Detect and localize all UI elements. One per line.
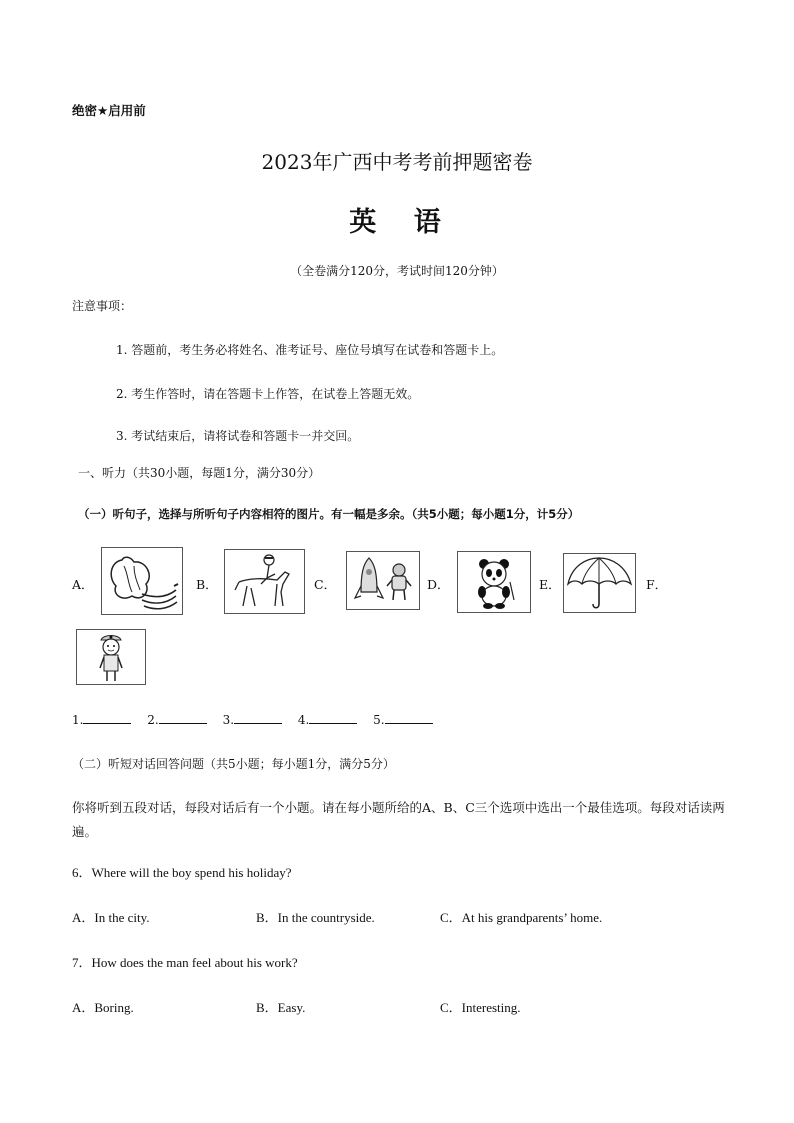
part1-heading: 一、听力（共30小题，每题1分，满分30分）: [78, 466, 321, 480]
notice-heading: 注意事项：: [72, 299, 133, 313]
score-note: （全卷满分120分，考试时间120分钟）: [290, 264, 504, 278]
option-letter-e: E．: [539, 577, 561, 592]
section1-heading: （一）听句子，选择与所听句子内容相符的图片。有一幅是多余。（共5小题；每小题1分，计5分）: [78, 507, 580, 521]
panda-icon: [457, 551, 531, 613]
answer-blank[interactable]: [234, 711, 282, 724]
answer-blank[interactable]: [385, 711, 433, 724]
soldier-boy-icon: [76, 629, 146, 685]
question-6-stem: 6．Where will the boy spend his holiday?: [72, 865, 292, 880]
blank-label: 5.: [373, 713, 385, 727]
option-letter-d: D．: [427, 577, 450, 592]
section2-heading: （二）听短对话回答问题（共5小题；每小题1分，满分5分）: [72, 757, 395, 771]
notice-item: 2. 考生作答时，请在答题卡上作答，在试卷上答题无效。: [116, 387, 420, 401]
question-7-option-b[interactable]: B．Easy.: [256, 1000, 306, 1015]
umbrella-icon: [563, 553, 636, 613]
blank-label: 4.: [297, 713, 310, 727]
question-6-option-a[interactable]: A．In the city.: [72, 910, 150, 925]
option-letter-b: B．: [196, 577, 218, 592]
option-letter-c: C．: [314, 577, 337, 592]
confidential-label: 绝密★启用前: [72, 103, 146, 118]
answer-blanks: [72, 711, 445, 727]
rocket-astronaut-icon: [346, 551, 420, 610]
question-7-option-a[interactable]: A．Boring.: [72, 1000, 134, 1015]
question-6-option-c[interactable]: C．At his grandparents’ home.: [440, 910, 603, 925]
blank-label: 2.: [147, 713, 159, 727]
answer-blank[interactable]: [309, 711, 357, 724]
notice-item: 3. 考试结束后，请将试卷和答题卡一并交回。: [116, 429, 360, 443]
question-6-option-b[interactable]: B．In the countryside.: [256, 910, 375, 925]
question-7-option-c[interactable]: C．Interesting.: [440, 1000, 521, 1015]
answer-blank[interactable]: [83, 711, 131, 724]
exam-title: 2023年广西中考考前押题密卷: [261, 150, 533, 174]
horse-rider-icon: [224, 549, 305, 614]
subject-title: 英 语: [349, 207, 455, 238]
blank-label: 1.: [72, 713, 84, 727]
option-letter-a: A．: [72, 577, 94, 592]
option-letter-f: F．: [646, 577, 668, 592]
blank-label: 3.: [222, 713, 235, 727]
vegetables-bananas-icon: [101, 547, 183, 615]
question-7-stem: 7．How does the man feel about his work?: [72, 955, 298, 970]
notice-item: 1. 答题前，考生务必将姓名、准考证号、座位号填写在试卷和答题卡上。: [116, 343, 504, 357]
section2-instruction: 你将听到五段对话，每段对话后有一个小题。请在每小题所给的A、B、C三个选项中选出一个最佳选项。每段对话读两遍。: [72, 800, 725, 839]
answer-blank[interactable]: [159, 711, 207, 724]
